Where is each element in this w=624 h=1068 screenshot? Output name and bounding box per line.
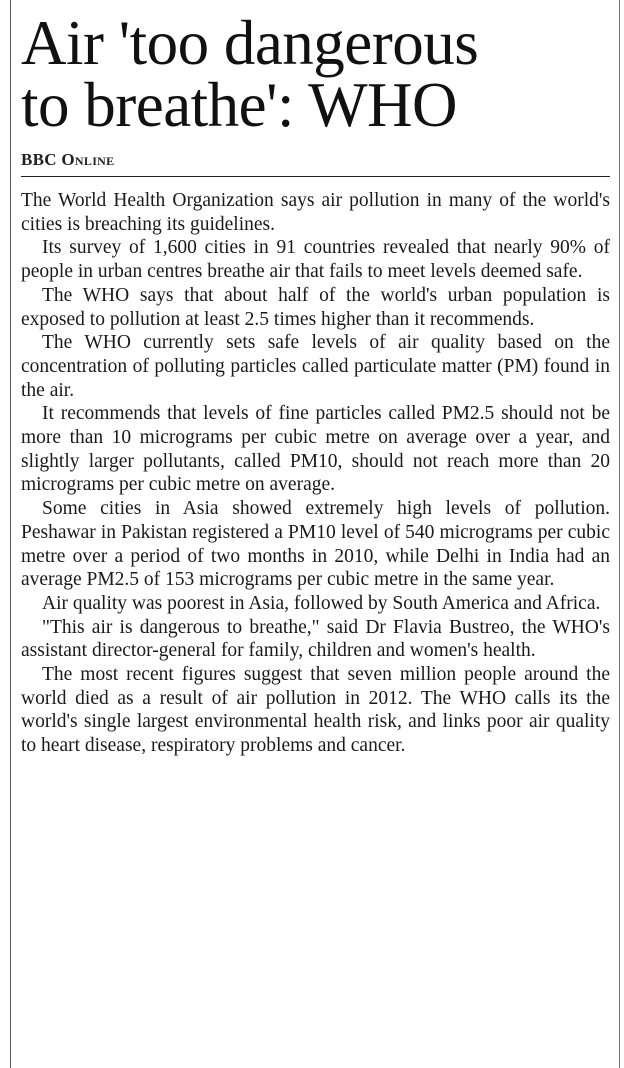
paragraph-9: The most recent figures suggest that seven million people around the world died as a result of air pollution in 2012. The WHO calls its the world's single largest environmental health risk, and links poor air quality to heart disease, respiratory problems and cancer. [21,664,610,757]
paragraph-2: Its survey of 1,600 cities in 91 countries revealed that nearly 90% of people in urban centres breathe air that fails to meet levels deemed safe. [21,237,610,283]
headline-line-1: Air 'too dangerous [21,8,479,78]
paragraph-7: Air quality was poorest in Asia, followed by South America and Africa. [42,592,601,614]
headline-line-2: to breathe': WHO [21,70,458,140]
column-rule-right [619,0,620,1068]
news-article [21,0,610,758]
article-body [21,189,610,758]
paragraph-1: The World Health Organization says air pollution in many of the world's cities is breaching its guidelines. [21,190,610,235]
byline: BBC Online [21,150,115,169]
headline [21,8,610,140]
paragraph-3: The WHO says that about half of the world's urban population is exposed to pollution at least 2.5 times higher than it recommends. [21,284,610,330]
paragraph-8: "This air is dangerous to breathe," said Dr Flavia Bustreo, the WHO's assistant director-general for family, children and women's health. [21,616,610,662]
paragraph-4: The WHO currently sets safe levels of air quality based on the concentration of polluting particles called particulate matter (PM) found in the air. [21,332,610,401]
byline-divider [21,176,610,177]
paragraph-5: It recommends that levels of fine particles called PM2.5 should not be more than 10 micrograms per cubic metre on average over a year, and slightly larger pollutants, called PM10, should not reach more than 20 micrograms per cubic metre on average. [21,403,610,496]
column-rule-left [10,0,11,1068]
paragraph-6: Some cities in Asia showed extremely high levels of pollution. Peshawar in Pakistan registered a PM10 level of 540 micrograms per cubic metre over a period of two months in 2010, while Delhi in India had an average PM2.5 of 153 micrograms per cubic metre in the same year. [21,498,610,591]
